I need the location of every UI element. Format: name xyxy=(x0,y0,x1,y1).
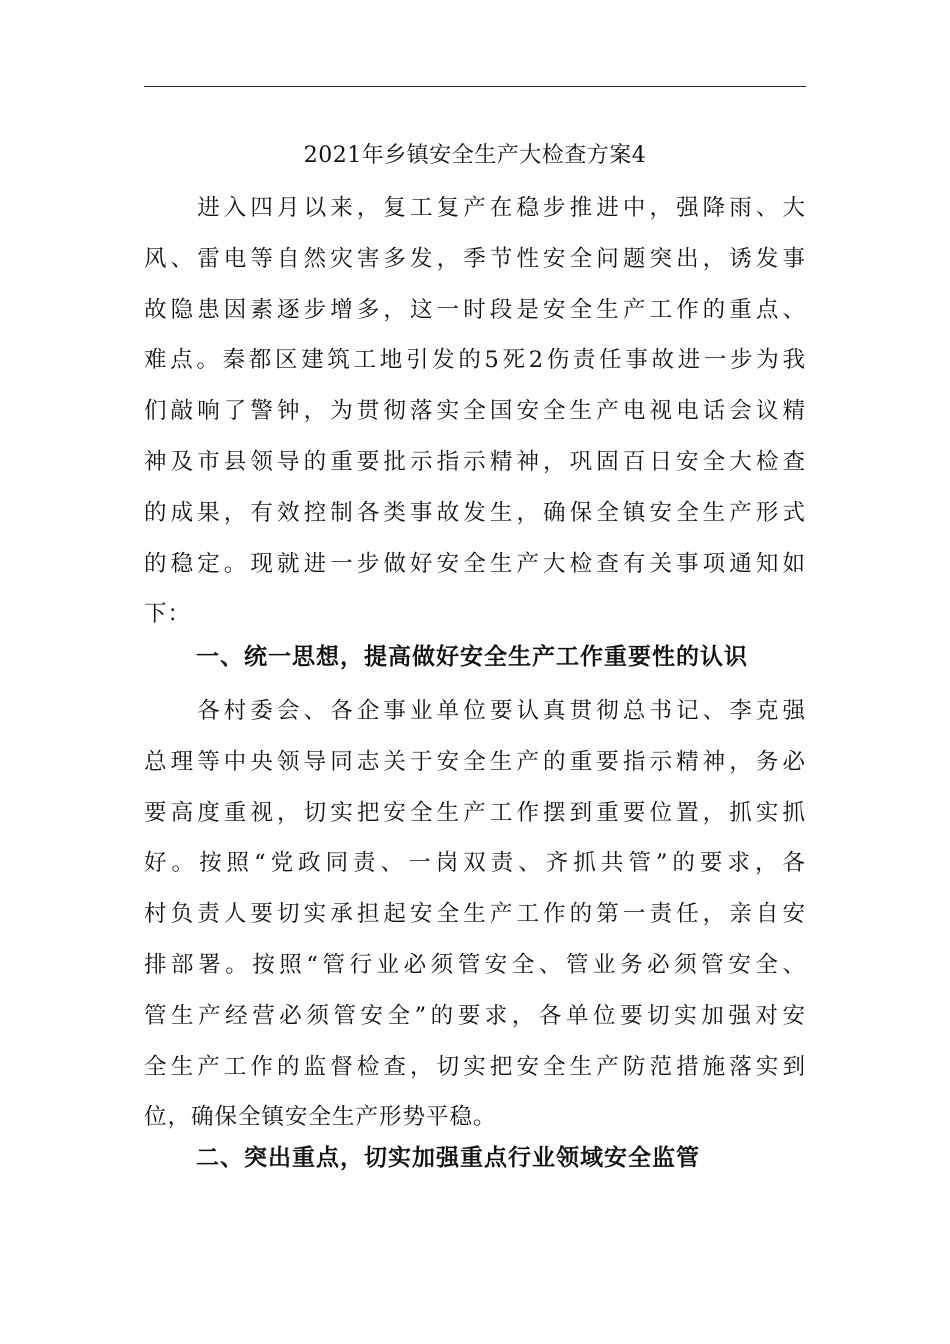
text-line: 故隐患因素逐步增多，这一时段是安全生产工作的重点、 xyxy=(144,296,806,323)
section-1-paragraph xyxy=(144,686,806,1143)
text-line: 总理等中央领导同志关于安全生产的重要指示精神，务必 xyxy=(144,748,806,775)
section-1-heading: 一、统一思想，提高做好安全生产工作重要性的认识 xyxy=(196,644,748,670)
text-line: 要高度重视，切实把安全生产工作摆到重要位置，抓实抓 xyxy=(144,799,806,826)
text-line: 管生产经营必须管安全”的要求，各单位要切实加强对安 xyxy=(144,1002,806,1029)
header-rule xyxy=(144,86,806,87)
text-line: 风、雷电等自然灾害多发，季节性安全问题突出，诱发事 xyxy=(144,245,806,272)
text-line: 们敲响了警钟，为贯彻落实全国安全生产电视电话会议精 xyxy=(144,398,806,425)
text-line: 位，确保全镇安全生产形势平稳。 xyxy=(144,1104,497,1131)
document-title: 2021年乡镇安全生产大检查方案4 xyxy=(303,143,647,168)
text-line: 全生产工作的监督检查，切实把安全生产防范措施落实到 xyxy=(144,1053,806,1080)
text-line: 村负责人要切实承担起安全生产工作的第一责任，亲自安 xyxy=(144,901,806,928)
text-line: 的成果，有效控制各类事故发生，确保全镇安全生产形式 xyxy=(144,499,806,526)
text-line: 的稳定。现就进一步做好安全生产大检查有关事项通知如 xyxy=(144,550,806,577)
intro-paragraph xyxy=(144,183,806,640)
text-line: 排部署。按照“管行业必须管安全、管业务必须管安全、 xyxy=(144,951,806,978)
section-2-heading: 二、突出重点，切实加强重点行业领域安全监管 xyxy=(196,1145,700,1171)
text-line: 神及市县领导的重要批示指示精神，巩固百日安全大检查 xyxy=(144,448,806,475)
text-line: 难点。秦都区建筑工地引发的5死2伤责任事故进一步为我 xyxy=(144,347,806,374)
text-line: 好。按照“党政同责、一岗双责、齐抓共管”的要求，各 xyxy=(144,850,806,877)
text-line: 下： xyxy=(144,601,192,628)
text-line: 各村委会、各企事业单位要认真贯彻总书记、李克强 xyxy=(144,698,806,724)
text-line: 进入四月以来，复工复产在稳步推进中，强降雨、大 xyxy=(144,195,806,221)
